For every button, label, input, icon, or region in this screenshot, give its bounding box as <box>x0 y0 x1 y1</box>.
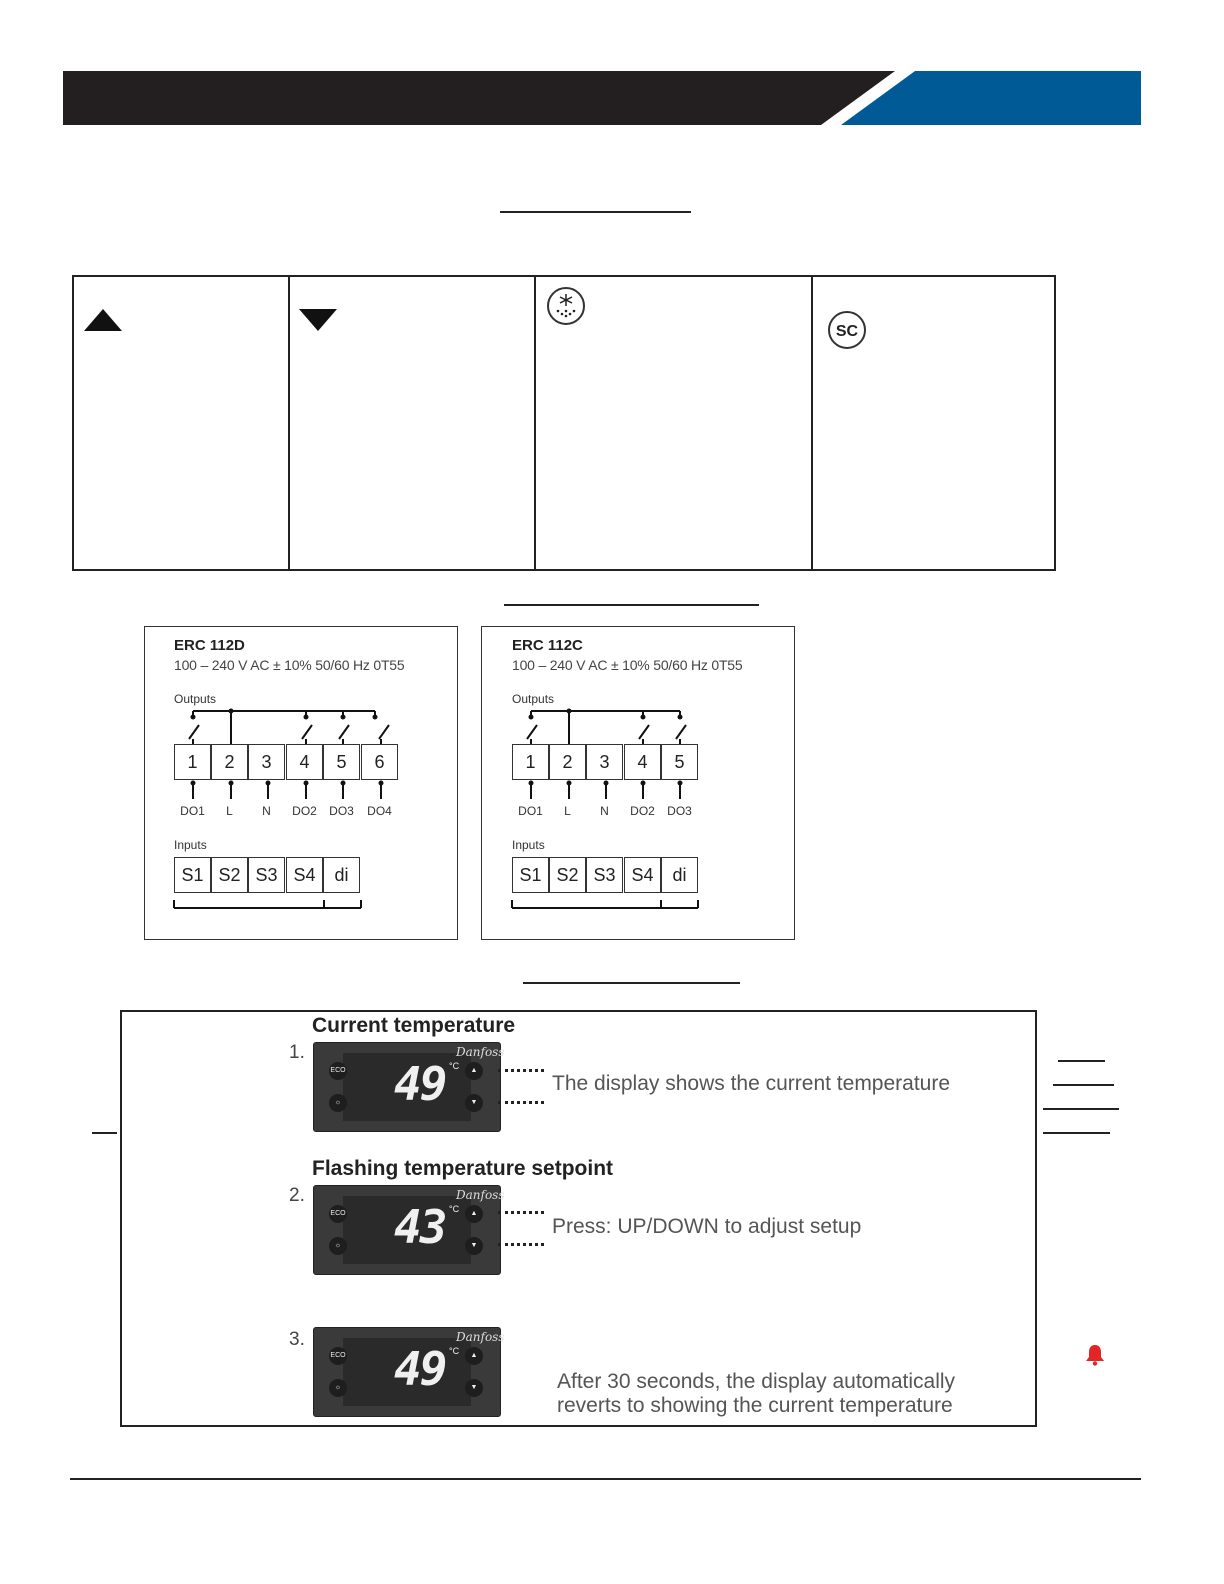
terminal-3: 3 <box>586 744 623 780</box>
step2-heading: Flashing temperature setpoint <box>312 1157 614 1180</box>
terminal-2: 2 <box>211 744 248 780</box>
bell-icon <box>1083 1343 1107 1367</box>
input-s3: S3 <box>586 857 623 893</box>
terminal-4: 4 <box>286 744 323 780</box>
up-button[interactable]: ▲ <box>465 1347 483 1365</box>
light-button[interactable]: ☼ <box>329 1379 347 1397</box>
temperature-reading: 49 <box>394 1057 446 1111</box>
side-rule-right-3 <box>1043 1108 1119 1110</box>
terminal-label-n: N <box>262 804 271 818</box>
header-bar-blue <box>841 71 1141 125</box>
up-button[interactable]: ▲ <box>465 1062 483 1080</box>
sc-icon <box>826 309 868 351</box>
step2-description: Press: UP/DOWN to adjust setup <box>552 1215 862 1238</box>
power-spec: 100 – 240 V AC ± 10% 50/60 Hz 0T55 <box>174 657 405 673</box>
side-rule-right-1 <box>1058 1060 1105 1062</box>
button-cell-sc <box>812 277 1054 569</box>
terminal-label-do2: DO2 <box>630 804 655 818</box>
input-di: di <box>323 857 360 893</box>
controller-display-panel <box>313 1327 505 1417</box>
leader-line-up <box>498 1069 544 1072</box>
leader-line-down <box>498 1101 544 1104</box>
step3-description-line2: reverts to showing the current temperature <box>557 1394 953 1417</box>
input-s1: S1 <box>174 857 211 893</box>
eco-button[interactable]: ECO <box>329 1347 347 1365</box>
step3-description-line1: After 30 seconds, the display automatically <box>557 1370 956 1393</box>
danfoss-logo: Danfoss <box>456 1330 505 1344</box>
terminal-label-do4: DO4 <box>367 804 392 818</box>
terminal-1: 1 <box>174 744 211 780</box>
section-heading-rule-2 <box>504 604 759 606</box>
button-function-table <box>72 275 1056 571</box>
up-triangle-icon <box>82 307 124 333</box>
down-button[interactable]: ▼ <box>465 1379 483 1397</box>
terminal-label-do1: DO1 <box>518 804 543 818</box>
terminal-label-do2: DO2 <box>292 804 317 818</box>
terminal-1: 1 <box>512 744 549 780</box>
step1-heading: Current temperature <box>312 1014 516 1037</box>
eco-button[interactable]: ECO <box>329 1062 347 1080</box>
unit-celsius: °C <box>449 1204 460 1214</box>
terminal-label-do3: DO3 <box>329 804 354 818</box>
button-cell-up <box>74 277 290 569</box>
terminal-label-l: L <box>564 804 571 818</box>
danfoss-logo: Danfoss <box>456 1045 505 1059</box>
header-bar <box>63 71 1141 125</box>
input-s2: S2 <box>549 857 586 893</box>
section-heading-rule-3 <box>523 982 740 984</box>
side-rule-right-4 <box>1043 1132 1110 1134</box>
unit-celsius: °C <box>449 1061 460 1071</box>
side-rule-left <box>92 1132 117 1134</box>
controller-display-panel <box>313 1042 505 1132</box>
light-button[interactable]: ☼ <box>329 1237 347 1255</box>
down-triangle-icon <box>297 307 339 333</box>
step3-number: 3. <box>289 1329 305 1350</box>
inputs-label: Inputs <box>512 838 545 852</box>
unit-celsius: °C <box>449 1346 460 1356</box>
button-cell-defrost <box>535 277 813 569</box>
power-spec: 100 – 240 V AC ± 10% 50/60 Hz 0T55 <box>512 657 743 673</box>
temperature-reading: 49 <box>394 1342 446 1396</box>
model-title: ERC 112D <box>174 637 245 654</box>
down-button[interactable]: ▼ <box>465 1237 483 1255</box>
header-bar-dark <box>63 71 895 125</box>
model-title: ERC 112C <box>512 637 583 654</box>
leader-line-down <box>498 1243 544 1246</box>
input-di: di <box>661 857 698 893</box>
step1-description: The display shows the current temperature <box>552 1072 951 1095</box>
up-button[interactable]: ▲ <box>465 1205 483 1223</box>
inputs-label: Inputs <box>174 838 207 852</box>
terminal-5: 5 <box>661 744 698 780</box>
svg-text:SC: SC <box>835 323 859 340</box>
danfoss-logo: Danfoss <box>456 1188 505 1202</box>
input-s4: S4 <box>286 857 323 893</box>
light-button[interactable]: ☼ <box>329 1094 347 1112</box>
controller-display-panel <box>313 1185 505 1275</box>
step2-number: 2. <box>289 1185 305 1206</box>
input-s2: S2 <box>211 857 248 893</box>
button-cell-down <box>289 277 536 569</box>
terminal-label-do1: DO1 <box>180 804 205 818</box>
step1-number: 1. <box>289 1042 305 1063</box>
terminal-label-l: L <box>226 804 233 818</box>
leader-line-up <box>498 1211 544 1214</box>
section-heading-rule-1 <box>500 211 691 213</box>
footer-rule <box>70 1478 1141 1480</box>
terminal-label-do3: DO3 <box>667 804 692 818</box>
display-steps-box <box>120 1010 1037 1427</box>
input-s1: S1 <box>512 857 549 893</box>
side-rule-right-2 <box>1053 1084 1114 1086</box>
terminal-5: 5 <box>323 744 360 780</box>
wiring-diagram-erc112c <box>481 626 795 940</box>
terminal-3: 3 <box>248 744 285 780</box>
terminal-2: 2 <box>549 744 586 780</box>
input-s3: S3 <box>248 857 285 893</box>
defrost-icon <box>545 285 587 327</box>
outputs-label: Outputs <box>512 692 555 706</box>
terminal-label-n: N <box>600 804 609 818</box>
down-button[interactable]: ▼ <box>465 1094 483 1112</box>
terminal-4: 4 <box>624 744 661 780</box>
setpoint-reading: 43 <box>394 1200 446 1254</box>
outputs-label: Outputs <box>174 692 217 706</box>
wiring-diagram-erc112d <box>144 626 458 940</box>
input-s4: S4 <box>624 857 661 893</box>
eco-button[interactable]: ECO <box>329 1205 347 1223</box>
terminal-6: 6 <box>361 744 398 780</box>
